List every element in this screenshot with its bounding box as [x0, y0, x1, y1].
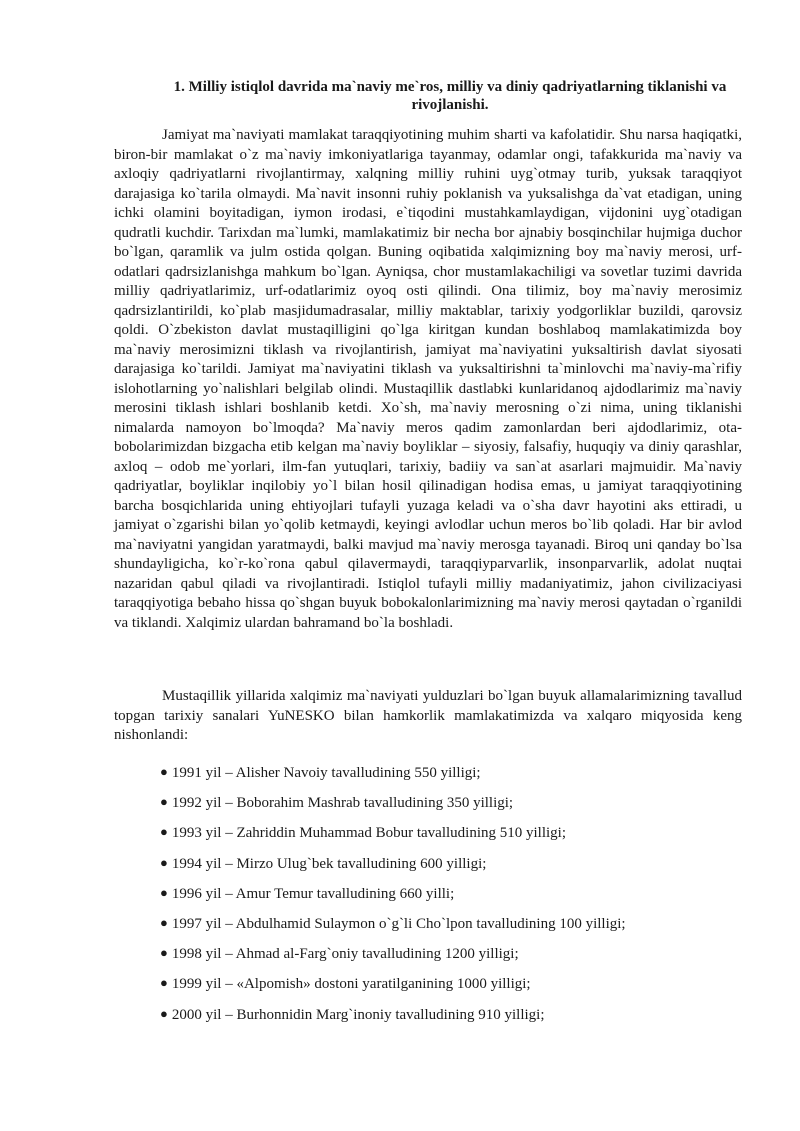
- bullet-icon: ●: [160, 884, 168, 900]
- list-item-text: 1999 yil – «Alpomish» dostoni yaratilganining 1000 yilligi;: [171, 976, 531, 993]
- anniversary-list: [160, 762, 760, 1034]
- bullet-icon: ●: [160, 945, 168, 961]
- list-item: [160, 913, 760, 943]
- body-paragraph: Jamiyat ma`naviyati mamlakat taraqqiyotining muhim sharti va kafolatidir. Shu narsa haqiqatki, biron-bir mamlakat o`z ma`naviy imkoniyatlariga tayanmay, odamlar ongi, tafakkurida ma`naviy va axloqiy qadriyatlarni rivojlantirmay, xalqning milliy ruhini uyg`otmay turib, yuksak taraqqiyot darajasiga ko`tarila olmaydi. Ma`navit insonni ruhiy poklanish va yuksalishga da`vat etadigan, uning ichki olamini boyitadigan, iymon irodasi, e`tiqodini mustahkamlaydigan, vijdonini uyg`otadigan qudratli kuchdir. Tarixdan ma`lumki, mamlakatimiz bir necha bor ajnabiy bosqinchilar hujmiga duchor bo`lgan, qaramlik va julm ostida qolgan. Buning oqibatida xalqimizning boy ma`naviy merosi, urf-odatlari qadrsizlanishga mahkum bo`lgan. Ayniqsa, chor mustamlakachiligi va sovetlar tuzimi davrida milliy qadriyatlarimiz, urf-odatlarimiz oyoq osti qilindi. Ona tilimiz, boy ma`naviy merosimiz qadrsizlantirildi, ko`plab masjidumadrasalar, milliy maktablar, tarixiy yodgorliklar buzildi, qarovsiz qoldi. O`zbekiston davlat mustaqilligini qo`lga kiritgan kundan boshlaboq mamlakatimizda boy ma`naviy merosimizni tiklash va rivojlantirish, jamiyat ma`naviyatini yuksaltirish davlat siyosati darajasiga ko`tarildi. Jamiyat ma`naviyatini tiklash va yuksaltirishni ta`minlovchi ma`naviy-ma`rifiy islohotlarning yo`nalishlari belgilab olindi. Mustaqillik dastlabki kunlaridanoq ajdodlarimiz ma`naviy merosini tiklash ishlari boshlanib ketdi. Xo`sh, ma`naviy merosning o`zi nima, uning tiklanishi nimalarda namoyon bo`lmoqda? Ma`naviy meros qadim zamonlardan beri ajdodlarimiz, ota-bobolarimizdan bizgacha etib kelgan ma`naviy boyliklar – siyosiy, falsafiy, huquqiy va diniy qarashlar, axloq – odob me`yorlari, ilm-fan yutuqlari, tarixiy, badiiy va san`at asarlari majmuidir. Ma`naviy qadriyatlar, boyliklar inqilobiy yo`l bilan hosil qilinadigan hodisa emas, u jamiyat taraqqiyotining barcha bosqichlarida uning ehtiyojlari tufayli yuzaga keladi va o`sha davr hayotini aks ettiradi, u jamiyat o`zgarishi bilan yo`qolib ketmaydi, keyingi avlodlar uchun meros bo`lib qoladi. Har bir avlod ma`naviyatni yangidan yaratmaydi, balki mavjud ma`naviy merosga tayanadi. Biroq uni qanday bo`lsa shundayligicha, ko`r-ko`rona qabul qilavermaydi, taraqqiyparvarlik, insonparvarlik, adolat nuqtai nazaridan qabul qiladi va rivojlantiradi. Istiqlol tufayli milliy madaniyatimiz, jahon civilizaciyasi taraqqiyotiga bebaho hissa qo`shgan buyuk bobokalonlarimizning ma`naviy merosi qaytadan o`rganildi va tiklandi. Xalqimiz ulardan bahramand bo`la boshladi.: [114, 127, 742, 631]
- bullet-icon: ●: [160, 1005, 168, 1021]
- list-item: [160, 822, 760, 852]
- list-item-text: 1992 yil – Boborahim Mashrab tavalludining 350 yilligi;: [171, 795, 514, 812]
- bullet-icon: ●: [160, 824, 168, 840]
- list-item: [160, 973, 760, 1003]
- bullet-icon: ●: [160, 854, 168, 870]
- bullet-icon: ●: [160, 764, 168, 779]
- list-item-text: 2000 yil – Burhonnidin Marg`inoniy tavalludining 910 yilligi;: [171, 1006, 545, 1023]
- list-item: [160, 792, 760, 822]
- list-item: [160, 1004, 760, 1034]
- list-item-text: 1993 yil – Zahriddin Muhammad Bobur tavalludining 510 yilligi;: [171, 825, 566, 842]
- list-item: [160, 943, 760, 973]
- list-item-text: 1997 yil – Abdulhamid Sulaymon o`g`li Cho`lpon tavalludining 100 yilligi;: [171, 915, 626, 932]
- list-item-text: 1996 yil – Amur Temur tavalludining 660 yilli;: [171, 885, 455, 902]
- body-paragraph: Mustaqillik yillarida xalqimiz ma`naviyati yulduzlari bo`lgan buyuk allamalarimizning tavallud topgan tarixiy sanalari YuNESKO bilan hamkorlik mamlakatimizda va xalqaro miqyosida keng nishonlandi:: [114, 688, 742, 743]
- list-item-text: 1991 yil – Alisher Navoiy tavalludining 550 yilligi;: [171, 765, 481, 781]
- list-item: [160, 853, 760, 883]
- list-item: [160, 762, 760, 792]
- bullet-icon: ●: [160, 794, 168, 810]
- list-item: [160, 883, 760, 913]
- section-heading: 1. Milliy istiqlol davrida ma`naviy me`ros, milliy va diniy qadriyatlarning tiklanishi va rivojlanishi.: [173, 79, 727, 113]
- list-item-text: 1998 yil – Ahmad al-Farg`oniy tavalludining 1200 yilligi;: [171, 946, 519, 963]
- bullet-icon: ●: [160, 914, 168, 930]
- bullet-icon: ●: [160, 975, 168, 991]
- list-item-text: 1994 yil – Mirzo Ulug`bek tavalludining 600 yilligi;: [171, 855, 487, 872]
